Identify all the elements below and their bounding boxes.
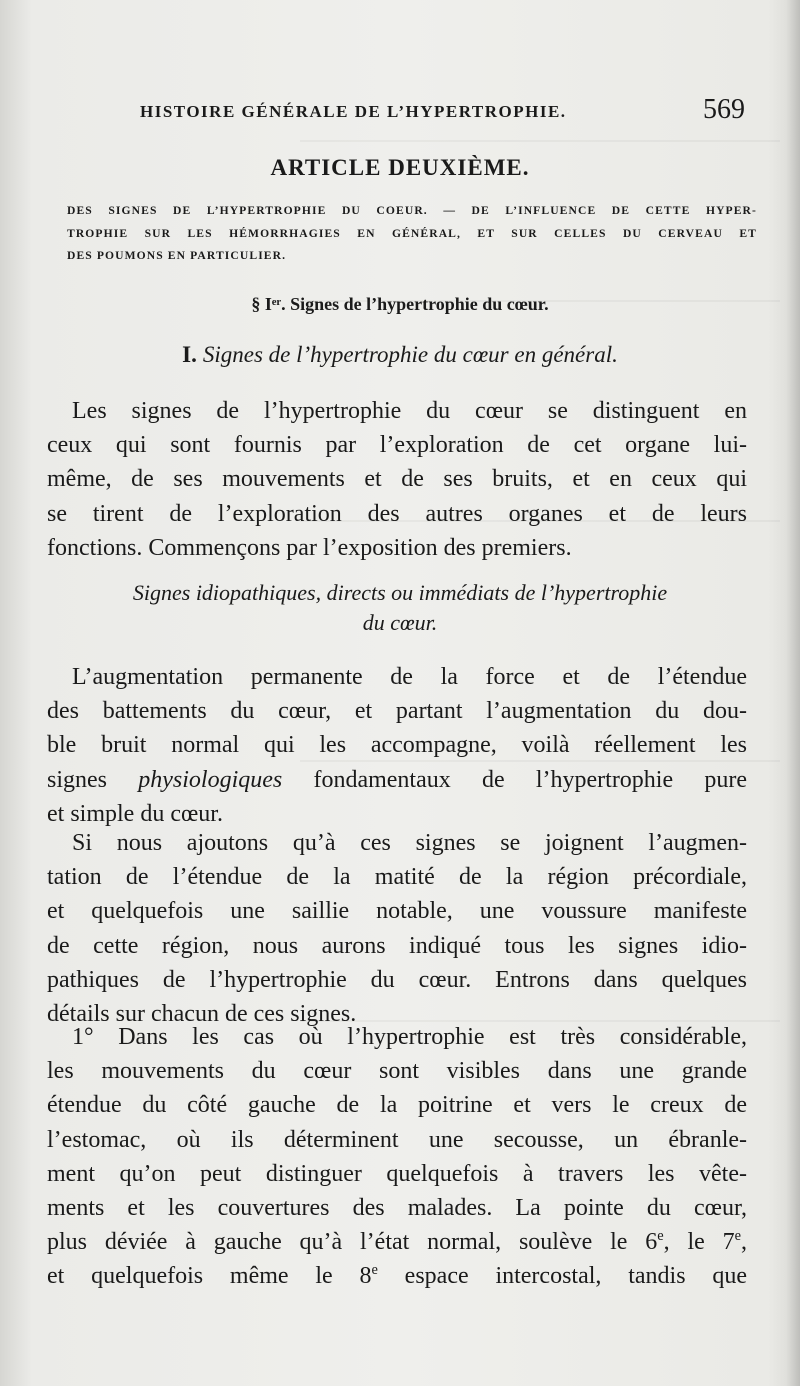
text-line: se tirent de l’exploration des autres organes et de leurs (47, 500, 747, 527)
text-line: 1° Dans les cas où l’hypertrophie est très considérable, (72, 1024, 747, 1050)
show-through-line (300, 140, 780, 142)
text-run: et quelquefois même le 8 (47, 1263, 372, 1290)
italic-subheading (0, 578, 800, 638)
text-run: , (741, 1229, 747, 1256)
superscript: e (734, 1228, 741, 1245)
subtitle-line: DES POUMONS EN PARTICULIER. (67, 249, 287, 262)
paragraph-3 (47, 826, 747, 1031)
paragraph-1 (47, 394, 747, 565)
text-line: même, de ses mouvements et de ses bruits, et en ceux qui (47, 466, 747, 493)
text-line (47, 1259, 747, 1293)
text-line (47, 1225, 747, 1259)
article-heading: ARTICLE DEUXIÈME. (270, 155, 530, 180)
subtitle-line: TROPHIE SUR LES HÉMORRHAGIES EN GÉNÉRAL, ET SUR CELLES DU CERVEAU ET (67, 226, 757, 240)
subsection-heading (0, 342, 800, 368)
page-edge-shadow (786, 0, 800, 1386)
text-run: plus déviée à gauche qu’à l’état normal, soulève le 6 (47, 1229, 658, 1256)
text-line: L’augmentation permanente de la force et de l’étendue (72, 664, 747, 690)
text-line: ment qu’on peut distinguer quelquefois à travers les vête- (47, 1160, 747, 1187)
text-line: Les signes de l’hypertrophie du cœur se distinguent en (72, 398, 747, 424)
superscript: e (657, 1228, 664, 1245)
page-header (140, 94, 745, 134)
text-line: de cette région, nous aurons indiqué tous les signes idio- (47, 932, 747, 959)
page-number: 569 (703, 94, 745, 125)
subsection-number: I. (182, 342, 197, 367)
text-line: l’estomac, où ils déterminent une secousse, un ébranle- (47, 1126, 747, 1153)
text-line: des battements du cœur, et partant l’augmentation du dou- (47, 698, 747, 725)
text-line: pathiques de l’hypertrophie du cœur. Entrons dans quelques (47, 966, 747, 993)
text-line: Si nous ajoutons qu’à ces signes se joignent l’augmen- (72, 830, 747, 856)
running-head: HISTOIRE GÉNÉRALE DE L’HYPERTROPHIE. (140, 102, 567, 121)
text-line: ceux qui sont fournis par l’exploration de cet organe lui- (47, 432, 747, 459)
text-run: espace intercostal, tandis que (377, 1263, 747, 1290)
text-line: les mouvements du cœur sont visibles dans une grande (47, 1058, 747, 1085)
text-run: fondamentaux de l’hypertrophie pure (282, 766, 748, 793)
text-run: , le 7 (663, 1229, 735, 1256)
text-line: tation de l’étendue de la matité de la région précordiale, (47, 864, 747, 891)
italic-subheading-line: du cœur. (362, 610, 438, 635)
italic-text-run: physiologiques (138, 766, 283, 793)
text-line: ble bruit normal qui les accompagne, voilà réellement les (47, 732, 747, 759)
italic-subheading-line: Signes idiopathiques, directs ou immédiats de l’hypertrophie (132, 580, 668, 605)
section-heading: § Iᵉʳ. Signes de l’hypertrophie du cœur. (251, 294, 549, 314)
article-subtitle (67, 200, 757, 268)
text-line: étendue du côté gauche de la poitrine et vers le creux de (47, 1092, 747, 1119)
text-line: ments et les couvertures des malades. La pointe du cœur, (47, 1195, 747, 1222)
text-line: et quelquefois une saillie notable, une voussure manifeste (47, 898, 747, 925)
paragraph-4 (47, 1020, 747, 1294)
text-line: détails sur chacun de ces signes. (47, 1001, 357, 1028)
subtitle-line: DES SIGNES DE L’HYPERTROPHIE DU COEUR. — DE L’INFLUENCE DE CETTE HYPER- (67, 204, 757, 217)
paragraph-2 (47, 660, 747, 831)
subsection-title: Signes de l’hypertrophie du cœur en général. (202, 342, 618, 367)
superscript: e (371, 1262, 378, 1279)
text-line: fonctions. Commençons par l’exposition des premiers. (47, 534, 572, 561)
text-run: signes (47, 766, 139, 793)
text-line (47, 763, 747, 797)
text-line: et simple du cœur. (47, 800, 223, 827)
